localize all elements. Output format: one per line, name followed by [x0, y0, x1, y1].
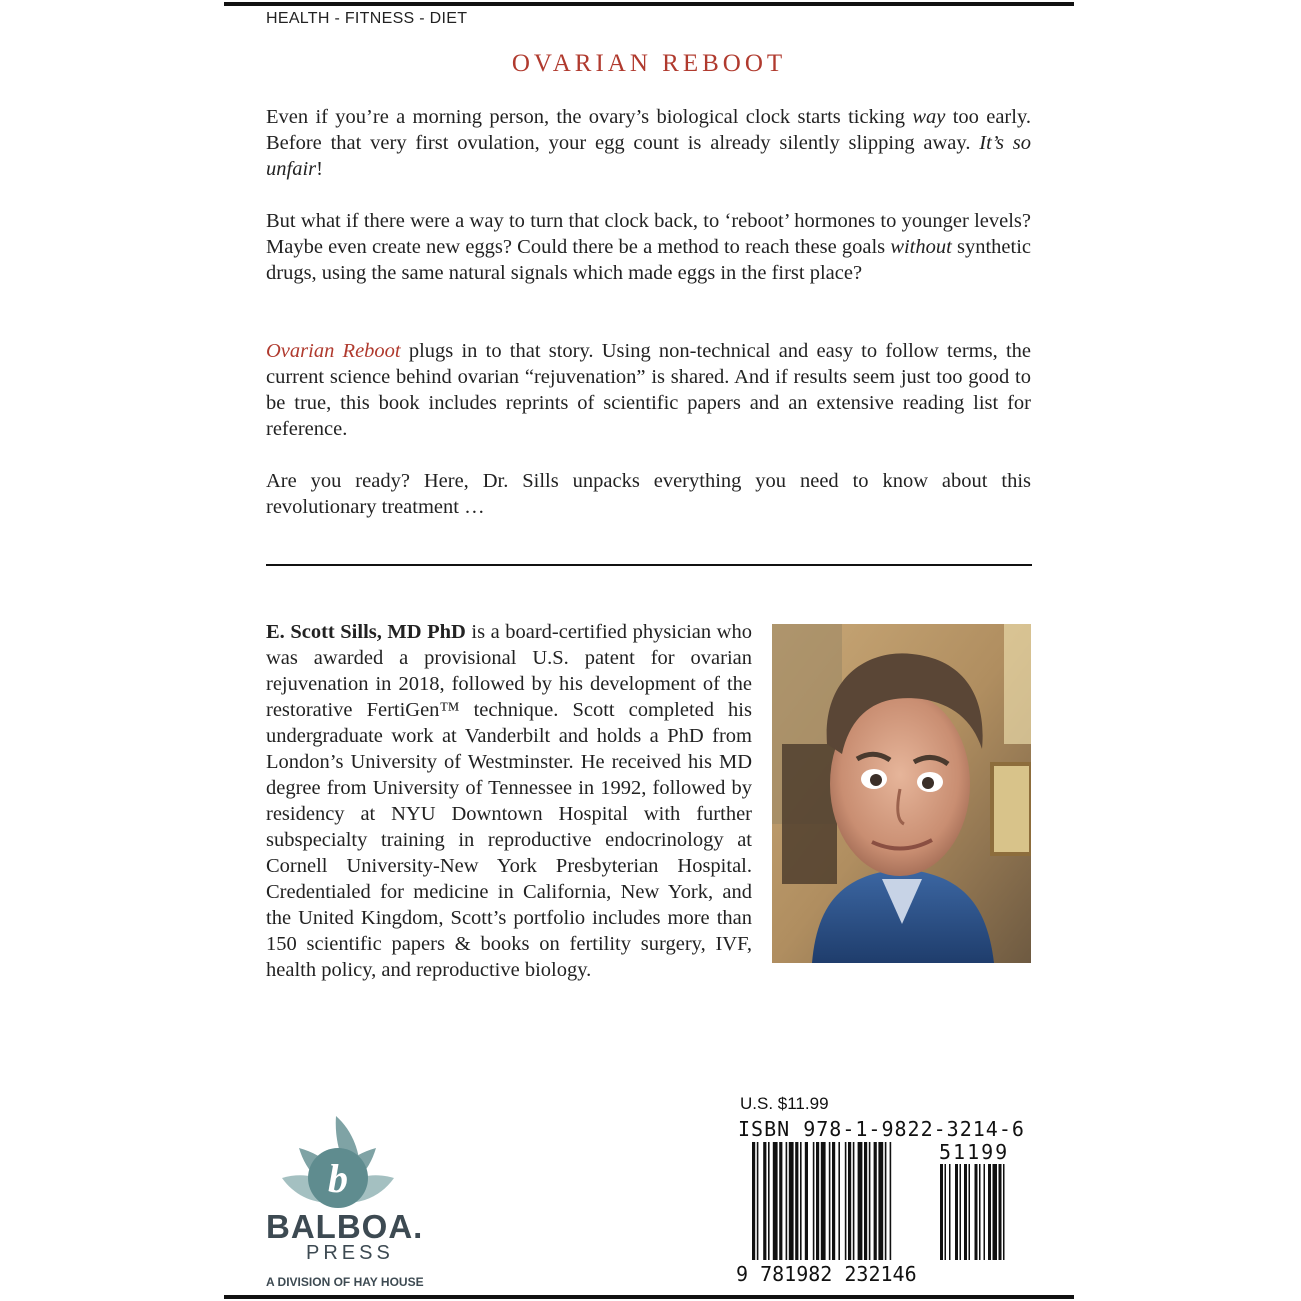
blurb-p1-emphasis-unfair: It’s so unfair	[266, 132, 1031, 180]
back-cover	[224, 0, 1074, 1301]
logo-letter: b	[328, 1156, 348, 1201]
publisher-name: BALBOA.	[266, 1208, 424, 1245]
blurb-paragraph-2	[266, 208, 1031, 286]
section-divider	[266, 564, 1032, 566]
barcode-ean-digits: 9 781982 232146	[736, 1262, 917, 1286]
blurb-p1-text-c: too early. Before that very first ovulation, your egg count is already silently slipping away.	[266, 106, 1031, 154]
category-label: HEALTH - FITNESS - DIET	[266, 10, 468, 27]
publisher-imprint: PRESS	[306, 1242, 394, 1264]
blurb-paragraph-3	[266, 338, 1031, 442]
barcode-addon-digits: 51199	[939, 1140, 1010, 1164]
blurb-p2-emphasis-without: without	[890, 236, 952, 258]
blurb-p1-text-e: !	[316, 158, 323, 180]
author-name: E. Scott Sills, MD PhD	[266, 621, 466, 643]
top-rule	[224, 2, 1074, 6]
blurb-paragraph-1	[266, 104, 1031, 182]
blurb-p1-emphasis-way: way	[912, 106, 946, 128]
author-bio	[266, 619, 1031, 983]
blurb-p2-text-a: But what if there were a way to turn that clock back, to ‘reboot’ hormones to younger levels? Maybe even create new eggs? Could there be a method to reach these goals	[266, 210, 1031, 258]
blurb-p1-text-a: Even if you’re a morning person, the ovary’s biological clock starts ticking	[266, 106, 913, 128]
price-label: U.S. $11.99	[740, 1094, 829, 1113]
publisher-division: A DIVISION OF HAY HOUSE	[266, 1275, 424, 1289]
blurb-paragraph-4: Are you ready? Here, Dr. Sills unpacks everything you need to know about this revolutionary treatment …	[266, 470, 1031, 518]
author-bio-text: is a board-certified physician who was awarded a provisional U.S. patent for ovarian rejuvenation in 2018, followed by his development of the restorative FertiGen™ technique. Scott completed his undergraduate work at Vanderbilt and holds a PhD from London’s University of Westminster. He received his MD degree from University of Tennessee in 1992, followed by residency at NYU Downtown Hospital with further subspecialty training in reproductive endocrinology at Cornell University-New York Presbyterian Hospital. Credentialed for medicine in California, New York, and the United Kingdom, Scott’s portfolio includes more than 150 scientific papers & books on fertility surgery, IVF, health policy, and reproductive biology.	[266, 621, 752, 981]
blurb-p3-text-b: plugs in to that story. Using non-technical and easy to follow terms, the current science behind ovarian “rejuvenation” is shared. And if results seem just too good to be true, this book includes reprints of scientific papers and an extensive reading list for reference.	[266, 340, 1031, 440]
blurb-p2-text-c: synthetic drugs, using the same natural signals which made eggs in the first place?	[266, 236, 1031, 284]
book-title: OVARIAN REBOOT	[511, 50, 787, 77]
bottom-rule	[224, 1295, 1074, 1299]
blurb-p3-book-title: Ovarian Reboot	[266, 340, 401, 362]
isbn-label: ISBN 978-1-9822-3214-6	[738, 1117, 1025, 1141]
author-photo	[772, 624, 1031, 963]
